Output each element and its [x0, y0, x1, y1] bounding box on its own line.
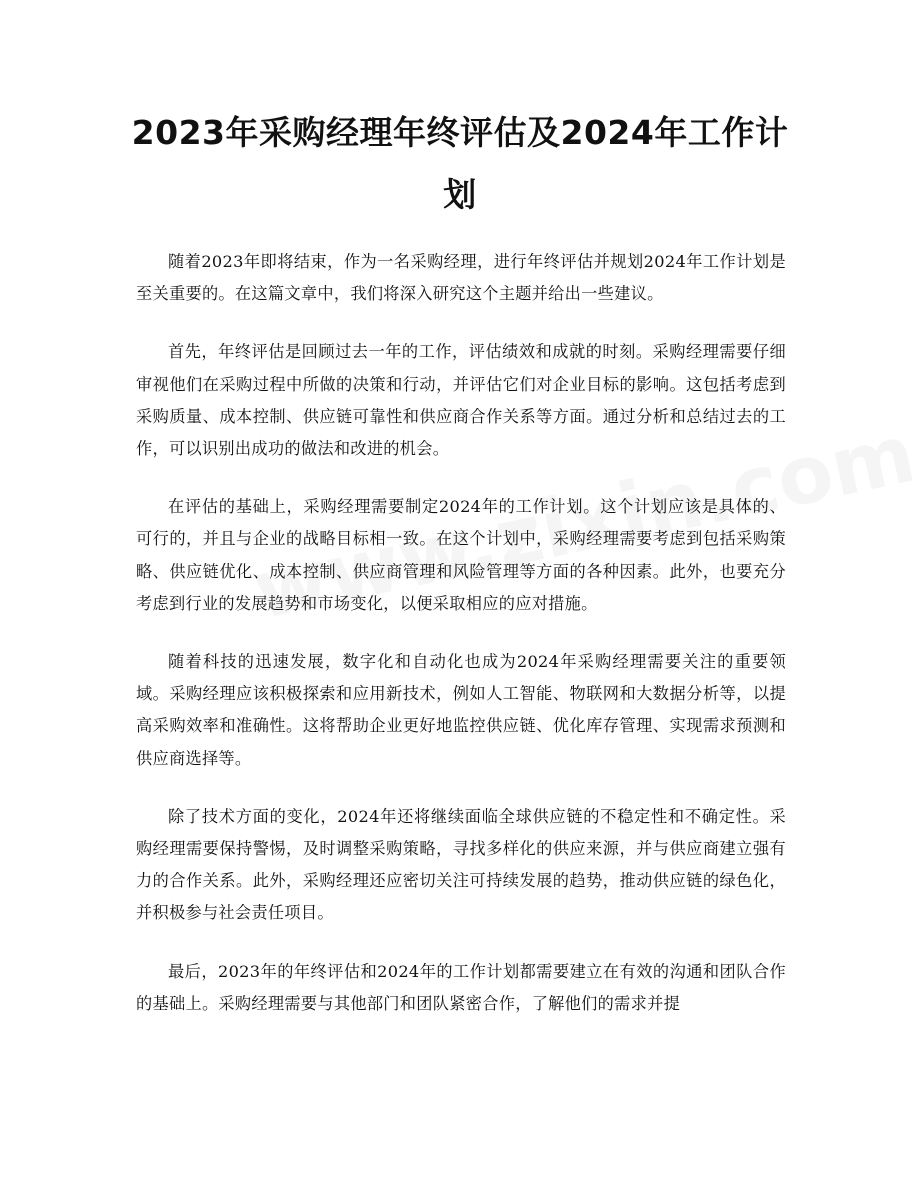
paragraph-conclusion: 最后，2023年的年终评估和2024年的工作计划都需要建立在有效的沟通和团队合作的基础上。采购经理需要与其他部门和团队紧密合作，了解他们的需求并提: [136, 961, 786, 1013]
paragraph-supply-chain: 除了技术方面的变化，2024年还将继续面临全球供应链的不稳定性和不确定性。采购经理需要保持警惕，及时调整采购策略，寻找多样化的供应来源，并与供应商建立强有力的合作关系。此外，采购经理还应密切关注可持续发展的趋势，推动供应链的绿色化，并积极参与社会责任项目。: [136, 806, 786, 923]
paragraph-intro: 随着2023年即将结束，作为一名采购经理，进行年终评估并规划2024年工作计划是至关重要的。在这篇文章中，我们将深入研究这个主题并给出一些建议。: [136, 252, 786, 304]
paragraph-work-plan: 在评估的基础上，采购经理需要制定2024年的工作计划。这个计划应该是具体的、可行的，并且与企业的战略目标相一致。在这个计划中，采购经理需要考虑到包括采购策略、供应链优化、成本控制、供应商管理和风险管理等方面的各种因素。此外，也要充分考虑到行业的发展趋势和市场变化，以便采取相应的应对措施。: [136, 497, 786, 613]
document-body: [136, 246, 786, 1046]
paragraph-digitalization: 随着科技的迅速发展，数字化和自动化也成为2024年采购经理需要关注的重要领域。采购经理应该积极探索和应用新技术，例如人工智能、物联网和大数据分析等，以提高采购效率和准确性。这将帮助企业更好地监控供应链、优化库存管理、实现需求预测和供应商选择等。: [136, 652, 786, 768]
document-title: 2023年采购经理年终评估及2024年工作计划: [131, 113, 789, 214]
paragraph-year-end-review: 首先，年终评估是回顾过去一年的工作，评估绩效和成就的时刻。采购经理需要仔细审视他们在采购过程中所做的决策和行动，并评估它们对企业目标的影响。这包括考虑到采购质量、成本控制、供应链可靠性和供应商合作关系等方面。通过分析和总结过去的工作，可以识别出成功的做法和改进的机会。: [136, 342, 786, 459]
